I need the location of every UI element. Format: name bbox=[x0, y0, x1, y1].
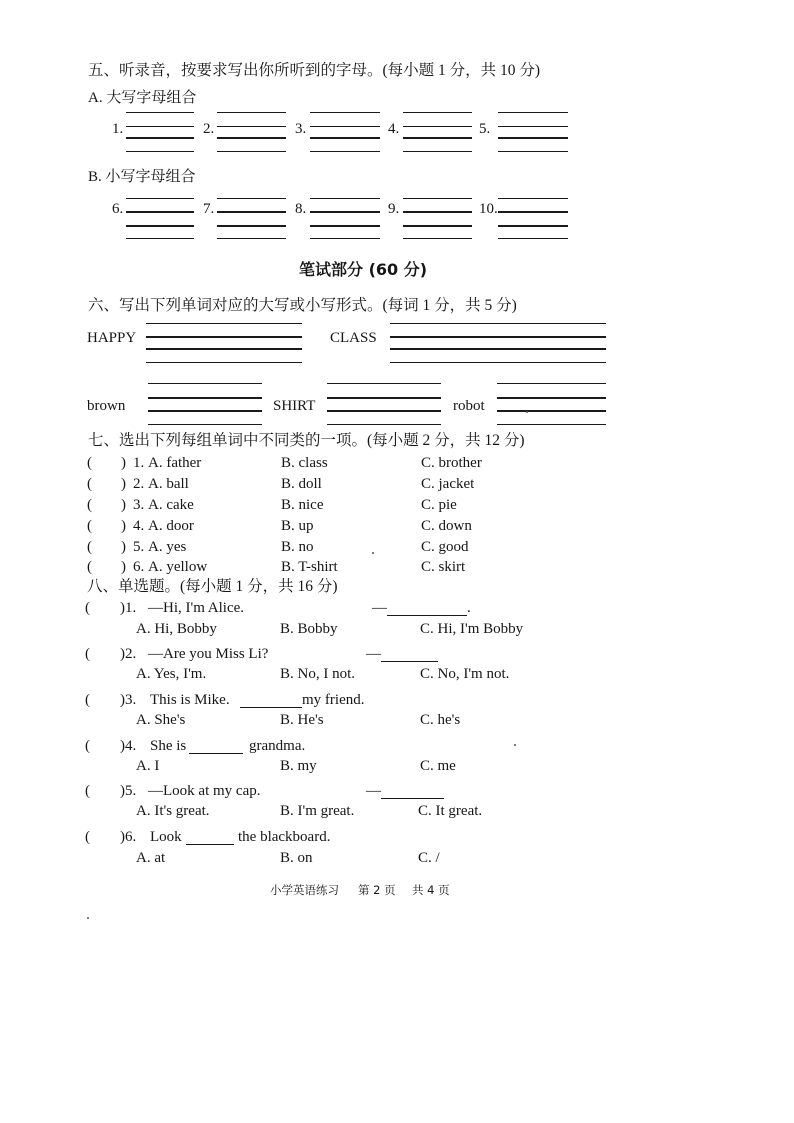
writing-line[interactable] bbox=[497, 397, 606, 399]
writing-line[interactable] bbox=[217, 112, 286, 113]
writing-line[interactable] bbox=[310, 126, 380, 127]
writing-line[interactable] bbox=[498, 151, 568, 152]
writing-line[interactable] bbox=[403, 112, 472, 113]
blank-number: 10. bbox=[479, 201, 498, 217]
answer-paren-open[interactable]: ( bbox=[87, 476, 92, 492]
dialog-dash: — bbox=[366, 646, 381, 662]
question-number: )4. bbox=[120, 738, 137, 754]
question-text: my friend. bbox=[302, 692, 365, 708]
option-b: B. class bbox=[281, 455, 328, 471]
word-label: SHIRT bbox=[273, 398, 316, 414]
writing-line[interactable] bbox=[146, 348, 302, 350]
question-number: 2. bbox=[133, 476, 145, 492]
answer-blank[interactable] bbox=[240, 707, 302, 708]
writing-line[interactable] bbox=[498, 112, 568, 113]
answer-paren-open[interactable]: ( bbox=[85, 783, 90, 799]
option-b: B. no bbox=[281, 539, 314, 555]
question-number: 3. bbox=[133, 497, 145, 513]
option-c: C. jacket bbox=[421, 476, 475, 492]
answer-paren-open[interactable]: ( bbox=[87, 559, 92, 575]
question-number: )6. bbox=[120, 829, 137, 845]
word-label: brown bbox=[87, 398, 126, 414]
option-a: A. I bbox=[136, 758, 160, 774]
writing-line[interactable] bbox=[498, 198, 568, 199]
writing-line[interactable] bbox=[310, 198, 380, 199]
question-number: 1. bbox=[133, 455, 145, 471]
option-c: C. good bbox=[421, 539, 469, 555]
blank-number: 5. bbox=[479, 121, 491, 137]
writing-line[interactable] bbox=[498, 211, 568, 213]
answer-paren-open[interactable]: ( bbox=[85, 646, 90, 662]
question-text: She is bbox=[150, 738, 187, 754]
question-number: 6. bbox=[133, 559, 145, 575]
scan-speck bbox=[526, 411, 528, 413]
option-c: C. me bbox=[420, 758, 456, 774]
answer-paren-open[interactable]: ( bbox=[87, 539, 92, 555]
answer-blank[interactable] bbox=[189, 753, 243, 754]
scan-speck bbox=[514, 744, 516, 746]
writing-line[interactable] bbox=[497, 424, 606, 425]
writing-line[interactable] bbox=[217, 126, 286, 127]
writing-line[interactable] bbox=[498, 225, 568, 227]
question-text: Look bbox=[150, 829, 182, 845]
writing-line[interactable] bbox=[310, 151, 380, 152]
writing-line[interactable] bbox=[310, 112, 380, 113]
question-number: )2. bbox=[120, 646, 137, 662]
option-b: B. my bbox=[280, 758, 317, 774]
option-a: A. It's great. bbox=[136, 803, 210, 819]
writing-line[interactable] bbox=[390, 362, 606, 363]
question-text: grandma. bbox=[249, 738, 306, 754]
option-b: B. He's bbox=[280, 712, 324, 728]
word-label: robot bbox=[453, 398, 485, 414]
option-b: B. T-shirt bbox=[281, 559, 338, 575]
blank-number: 2. bbox=[203, 121, 215, 137]
writing-line[interactable] bbox=[310, 137, 380, 139]
writing-line[interactable] bbox=[327, 397, 441, 399]
writing-line[interactable] bbox=[126, 137, 194, 139]
writing-line[interactable] bbox=[146, 362, 302, 363]
writing-line[interactable] bbox=[403, 225, 472, 227]
option-b: B. No, I not. bbox=[280, 666, 355, 682]
writing-line[interactable] bbox=[126, 151, 194, 152]
writing-line[interactable] bbox=[148, 383, 262, 384]
writing-line[interactable] bbox=[403, 151, 472, 152]
dialog-dash: — bbox=[366, 783, 381, 799]
answer-blank[interactable] bbox=[387, 615, 467, 616]
writing-line[interactable] bbox=[497, 410, 606, 412]
section8-heading: 八、单选题。(每小题 1 分，共 16 分) bbox=[87, 578, 338, 595]
writing-line[interactable] bbox=[403, 238, 472, 239]
question-text: the blackboard. bbox=[238, 829, 331, 845]
answer-paren-open[interactable]: ( bbox=[87, 497, 92, 513]
option-c: C. It great. bbox=[418, 803, 483, 819]
option-a: A. at bbox=[136, 850, 166, 866]
writing-line[interactable] bbox=[126, 211, 194, 213]
question-number: 5. bbox=[133, 539, 145, 555]
footer-page-total: 共 4 页 bbox=[412, 883, 450, 897]
writing-line[interactable] bbox=[146, 323, 302, 324]
writing-line[interactable] bbox=[327, 383, 441, 384]
section5-heading: 五、听录音，按要求写出你所听到的字母。(每小题 1 分，共 10 分) bbox=[88, 62, 541, 79]
answer-paren-open[interactable]: ( bbox=[87, 518, 92, 534]
writing-line[interactable] bbox=[146, 336, 302, 338]
writing-line[interactable] bbox=[217, 238, 286, 239]
option-c: C. down bbox=[421, 518, 472, 534]
option-a: A. cake bbox=[148, 497, 194, 513]
option-b: B. on bbox=[280, 850, 313, 866]
option-c: C. pie bbox=[421, 497, 457, 513]
question-text: —Hi, I'm Alice. bbox=[148, 600, 245, 616]
question-text: This is Mike. bbox=[150, 692, 230, 708]
period: . bbox=[467, 600, 471, 616]
writing-line[interactable] bbox=[498, 238, 568, 239]
writing-line[interactable] bbox=[310, 225, 380, 227]
answer-blank[interactable] bbox=[186, 844, 234, 845]
writing-line[interactable] bbox=[217, 198, 286, 199]
dialog-dash: — bbox=[372, 600, 387, 616]
scan-speck bbox=[372, 552, 374, 554]
question-number: )3. bbox=[120, 692, 137, 708]
part-b-label: B. 小写字母组合 bbox=[88, 169, 196, 185]
writing-line[interactable] bbox=[310, 238, 380, 239]
writing-line[interactable] bbox=[217, 225, 286, 227]
writing-line[interactable] bbox=[498, 137, 568, 139]
answer-paren-open[interactable]: ( bbox=[87, 455, 92, 471]
answer-paren-close: ) bbox=[121, 518, 126, 534]
part-a-label: A. 大写字母组合 bbox=[88, 90, 197, 106]
answer-paren-close: ) bbox=[121, 559, 126, 575]
footer-subject: 小学英语练习 bbox=[270, 883, 339, 897]
option-b: B. Bobby bbox=[280, 621, 338, 637]
writing-line[interactable] bbox=[390, 348, 606, 350]
writing-line[interactable] bbox=[327, 424, 441, 425]
written-part-title: 笔试部分 (60 分) bbox=[299, 260, 428, 279]
writing-line[interactable] bbox=[390, 323, 606, 324]
writing-line[interactable] bbox=[126, 238, 194, 239]
writing-line[interactable] bbox=[390, 336, 606, 338]
option-c: C. / bbox=[418, 850, 440, 866]
answer-paren-open[interactable]: ( bbox=[85, 738, 90, 754]
writing-line[interactable] bbox=[148, 397, 262, 399]
section7-heading: 七、选出下列每组单词中不同类的一项。(每小题 2 分，共 12 分) bbox=[88, 432, 525, 449]
writing-line[interactable] bbox=[497, 383, 606, 384]
question-number: )1. bbox=[120, 600, 137, 616]
answer-blank[interactable] bbox=[381, 798, 444, 799]
option-c: C. No, I'm not. bbox=[420, 666, 510, 682]
writing-line[interactable] bbox=[217, 137, 286, 139]
question-number: 4. bbox=[133, 518, 145, 534]
answer-paren-close: ) bbox=[121, 539, 126, 555]
blank-number: 4. bbox=[388, 121, 400, 137]
answer-blank[interactable] bbox=[381, 661, 438, 662]
writing-line[interactable] bbox=[148, 410, 262, 412]
option-a: A. yes bbox=[148, 539, 187, 555]
option-c: C. brother bbox=[421, 455, 482, 471]
writing-line[interactable] bbox=[217, 151, 286, 152]
blank-number: 1. bbox=[112, 121, 124, 137]
answer-paren-close: ) bbox=[121, 476, 126, 492]
word-label: HAPPY bbox=[87, 330, 137, 346]
writing-line[interactable] bbox=[403, 126, 472, 127]
option-b: B. I'm great. bbox=[280, 803, 355, 819]
option-b: B. nice bbox=[281, 497, 324, 513]
option-a: A. She's bbox=[136, 712, 186, 728]
writing-line[interactable] bbox=[217, 211, 286, 213]
answer-paren-close: ) bbox=[121, 497, 126, 513]
writing-line[interactable] bbox=[327, 410, 441, 412]
answer-paren-open[interactable]: ( bbox=[85, 829, 90, 845]
question-number: )5. bbox=[120, 783, 137, 799]
blank-number: 8. bbox=[295, 201, 307, 217]
option-a: A. yellow bbox=[148, 559, 208, 575]
writing-line[interactable] bbox=[403, 211, 472, 213]
writing-line[interactable] bbox=[126, 198, 194, 199]
option-a: A. Hi, Bobby bbox=[136, 621, 217, 637]
option-c: C. Hi, I'm Bobby bbox=[420, 621, 524, 637]
answer-paren-open[interactable]: ( bbox=[85, 600, 90, 616]
writing-line[interactable] bbox=[498, 126, 568, 127]
section6-heading: 六、写出下列单词对应的大写或小写形式。(每词 1 分，共 5 分) bbox=[88, 297, 517, 314]
option-b: B. up bbox=[281, 518, 314, 534]
answer-paren-close: ) bbox=[121, 455, 126, 471]
writing-line[interactable] bbox=[126, 112, 194, 113]
footer-page-current: 第 2 页 bbox=[358, 883, 396, 897]
option-c: C. he's bbox=[420, 712, 461, 728]
question-text: —Are you Miss Li? bbox=[148, 646, 269, 662]
option-a: A. ball bbox=[148, 476, 189, 492]
writing-line[interactable] bbox=[126, 126, 194, 127]
blank-number: 6. bbox=[112, 201, 124, 217]
answer-paren-open[interactable]: ( bbox=[85, 692, 90, 708]
writing-line[interactable] bbox=[126, 225, 194, 227]
option-b: B. doll bbox=[281, 476, 322, 492]
option-c: C. skirt bbox=[421, 559, 466, 575]
writing-line[interactable] bbox=[403, 198, 472, 199]
question-text: —Look at my cap. bbox=[148, 783, 261, 799]
blank-number: 3. bbox=[295, 121, 307, 137]
blank-number: 7. bbox=[203, 201, 215, 217]
word-label: CLASS bbox=[330, 330, 377, 346]
writing-line[interactable] bbox=[403, 137, 472, 139]
blank-number: 9. bbox=[388, 201, 400, 217]
option-a: A. door bbox=[148, 518, 194, 534]
writing-line[interactable] bbox=[148, 424, 262, 425]
writing-line[interactable] bbox=[310, 211, 380, 213]
scan-speck bbox=[87, 917, 89, 919]
option-a: A. Yes, I'm. bbox=[136, 666, 207, 682]
option-a: A. father bbox=[148, 455, 202, 471]
